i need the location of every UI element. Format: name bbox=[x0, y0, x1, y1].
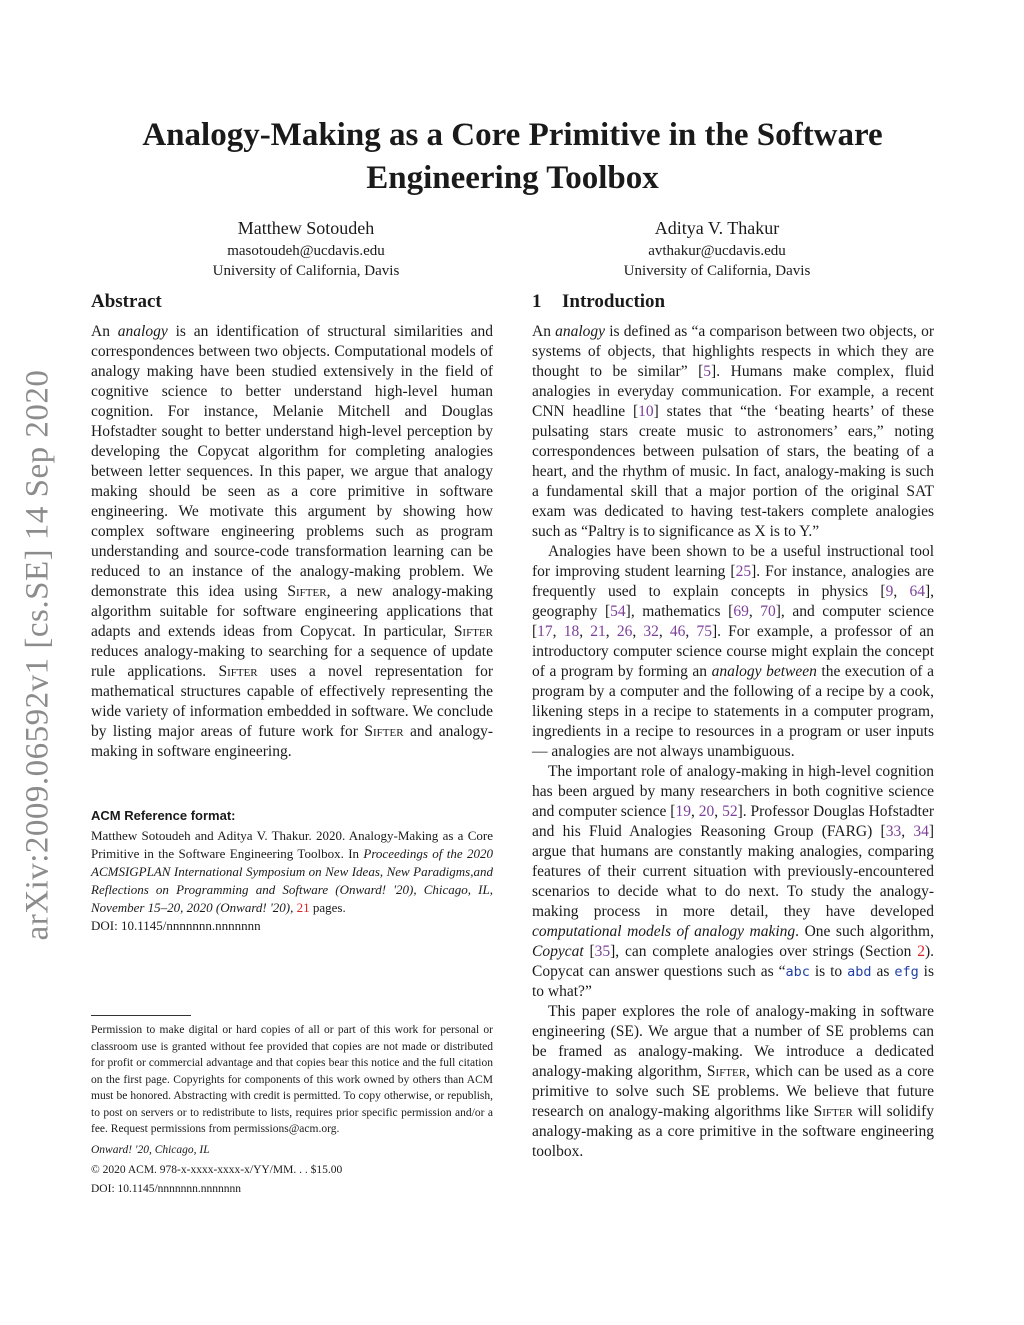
citation-link[interactable]: 5 bbox=[703, 363, 712, 380]
author-block-1 bbox=[156, 217, 456, 281]
citation-link[interactable]: 54 bbox=[610, 603, 626, 620]
acm-reference-text: Matthew Sotoudeh and Aditya V. Thakur. 2020. Analogy-Making as a Core Primitive in the Software Engineering Toolbox. In Proceedings of the 2020 ACMSIGPLAN International Symposium on New Ideas, New Paradigms,and Reflections on Programming and Software (Onward! '20), Chicago, IL, November 15–20, 2020 (Onward! '20), 21 pages. bbox=[91, 828, 493, 915]
abstract-section bbox=[91, 290, 493, 762]
sifter-name: Sifter bbox=[813, 1103, 853, 1120]
abstract-text: An analogy is an identification of structural similarities and correspondences between two objects. Computational models of analogy making have been studied extensively in the field of cognitive science to better understand high-level human cognition. For instance, Melanie Mitchell and Douglas Hofstadter sought to better understand high-level perception by developing the Copycat algorithm for completing analogies between letter sequences. In this paper, we argue that analogy making should be seen as a core primitive in software engineering. We motivate this argument by showing how complex software engineering problems such as program understanding and source-code transformation learning can be reduced to an instance of the analogy-making problem. We demonstrate this idea using Sifter, a new analogy-making algorithm suitable for software engineering applications that adapts and extends ideas from Copycat. In particular, Sifter reduces analogy-making to searching for a sequence of update rule applications. Sifter uses a novel representation for mathematical structures capable of effectively representing the wide variety of information embedded in software. We conclude by listing major areas of future work for Sifter and analogy-making in software engineering. bbox=[91, 323, 494, 760]
author-affiliation: University of California, Davis bbox=[212, 263, 400, 279]
sifter-name: Sifter bbox=[706, 1063, 747, 1080]
arxiv-stamp bbox=[8, 360, 68, 950]
sifter-name: Sifter bbox=[453, 623, 493, 640]
paper-title bbox=[90, 114, 935, 200]
citation-link[interactable]: 9 bbox=[885, 583, 894, 600]
citation-link[interactable]: 52 bbox=[722, 803, 738, 820]
citation-link[interactable]: 26 bbox=[616, 623, 633, 640]
acm-reference-doi: DOI: 10.1145/nnnnnnn.nnnnnnn bbox=[91, 918, 261, 933]
section-link[interactable]: 2 bbox=[917, 943, 925, 960]
citation-link[interactable]: 10 bbox=[638, 403, 654, 420]
section-number: 1 bbox=[532, 291, 542, 312]
intro-paragraph-3: The important role of analogy-making in high-level cognition has been argued by many researchers in both cognitive science and computer science [19, 20, 52]. Professor Douglas Hofstadter and his Fluid Analogies Reasoning Group (FARG) [33, 34] argue that humans are constantly making analogies, comparing features of their current situation with previously-encountered scenarios to decide what to do next. To study the analogy-making process in more detail, they have developed computational models of analogy making. One such algorithm, Copycat [35], can complete analogies over strings (Section 2). Copycat can answer questions such as “abc is to abd as efg is to what?” bbox=[532, 763, 935, 1000]
citation-link[interactable]: 25 bbox=[735, 563, 752, 580]
sifter-name: Sifter bbox=[364, 723, 404, 740]
introduction-section bbox=[532, 290, 934, 1162]
citation-link[interactable]: 34 bbox=[913, 823, 929, 840]
citation-link[interactable]: 17 bbox=[537, 623, 553, 640]
code-abd: abd bbox=[847, 964, 872, 980]
intro-paragraph-4: This paper explores the role of analogy-making in software engineering (SE). We argue that a number of SE problems can be framed as analogy-making. We introduce a dedicated analogy-making algorithm, Sifter, which can be used as a core primitive to solve such SE problems. We believe that future research on analogy-making algorithms like Sifter will solidify analogy-making as a core primitive in the software engineering toolbox. bbox=[532, 1003, 935, 1160]
citation-link[interactable]: 20 bbox=[698, 803, 715, 820]
abstract-heading: Abstract bbox=[91, 291, 162, 312]
intro-paragraph-2: Analogies have been shown to be a useful instructional tool for improving student learning [25]. For instance, analogies are frequently used to explain concepts in physics [9, 64], geography [54], mathematics [69, 70], and computer science [17, 18, 21, 26, 32, 46, 75]. For example, a professor of an introductory computer science course might explain the concept of a program by forming an analogy between the execution of a program by a computer and the following of a recipe by a cook, likening steps in a recipe to statements in a computer program, ingredients in a recipe to resources in a program or user inputs — analogies are not always unambiguous. bbox=[532, 543, 935, 760]
citation-link[interactable]: 32 bbox=[643, 623, 659, 640]
footnote-divider bbox=[91, 1015, 191, 1016]
title-line-2: Engineering Toolbox bbox=[366, 160, 659, 196]
author-affiliation: University of California, Davis bbox=[623, 263, 811, 279]
page-count-link[interactable]: 21 bbox=[296, 900, 310, 915]
citation-link[interactable]: 69 bbox=[733, 603, 749, 620]
author-block-2 bbox=[567, 217, 867, 281]
author-email: avthakur@ucdavis.edu bbox=[648, 243, 786, 259]
copyright-line: © 2020 ACM. 978-x-xxxx-xxxx-x/YY/MM. . . $15.00 bbox=[91, 1164, 343, 1176]
citation-link[interactable]: 35 bbox=[594, 943, 611, 960]
intro-paragraph-1: An analogy is defined as “a comparison between two objects, or systems of objects, that highlights respects in which they are thought to be similar” [5]. Humans make complex, fluid analogies in everyday communication. For example, a recent CNN headline [10] states that “the ‘beating hearts’ of these pulsating stars create music to astronomers’ ears,” noting correspondences between pulsation of stars, the beating of a heart, and the rhythm of music. In fact, analogy-making is such a fundamental skill that a major portion of the original SAT exam was dedicated to having test-takers complete analogies such as “Paltry is to significance as X is to Y.” bbox=[532, 323, 934, 540]
permission-doi: DOI: 10.1145/nnnnnnn.nnnnnnn bbox=[91, 1182, 242, 1195]
sifter-name: Sifter bbox=[218, 663, 258, 680]
citation-link[interactable]: 64 bbox=[909, 583, 925, 600]
citation-link[interactable]: 33 bbox=[885, 823, 902, 840]
permission-notice bbox=[91, 1022, 493, 1197]
arxiv-identifier: arXiv:2009.06592v1 [cs.SE] 14 Sep 2020 bbox=[19, 369, 56, 941]
section-title: Introduction bbox=[562, 291, 666, 312]
citation-link[interactable]: 46 bbox=[669, 623, 686, 640]
title-line-1: Analogy-Making as a Core Primitive in the Software bbox=[142, 117, 883, 153]
code-efg: efg bbox=[894, 964, 919, 980]
venue: Onward! '20, Chicago, IL bbox=[91, 1143, 210, 1156]
author-name: Matthew Sotoudeh bbox=[237, 218, 375, 238]
author-email: masotoudeh@ucdavis.edu bbox=[227, 243, 385, 259]
acm-reference-format bbox=[91, 808, 493, 935]
code-abc: abc bbox=[785, 964, 810, 980]
acm-reference-heading: ACM Reference format: bbox=[91, 808, 236, 823]
introduction-heading bbox=[532, 290, 934, 314]
author-name: Aditya V. Thakur bbox=[654, 218, 780, 238]
sifter-name: Sifter bbox=[287, 583, 327, 600]
citation-link[interactable]: 18 bbox=[563, 623, 580, 640]
citation-link[interactable]: 75 bbox=[696, 623, 712, 640]
citation-link[interactable]: 70 bbox=[760, 603, 776, 620]
citation-link[interactable]: 21 bbox=[590, 623, 606, 640]
permission-text: Permission to make digital or hard copies of all or part of this work for personal or classroom use is granted without fee provided that copies are not made or distributed for profit or commercial advantage and that copies bear this notice and the full citation on the first page. Copyrights for components of this work owned by others than ACM must be honored. Abstracting with credit is permitted. To copy otherwise, or republish, to post on servers or to redistribute to lists, requires prior specific permission and/or a fee. Request permissions from permissions@acm.org. bbox=[91, 1024, 493, 1135]
citation-link[interactable]: 19 bbox=[675, 803, 691, 820]
